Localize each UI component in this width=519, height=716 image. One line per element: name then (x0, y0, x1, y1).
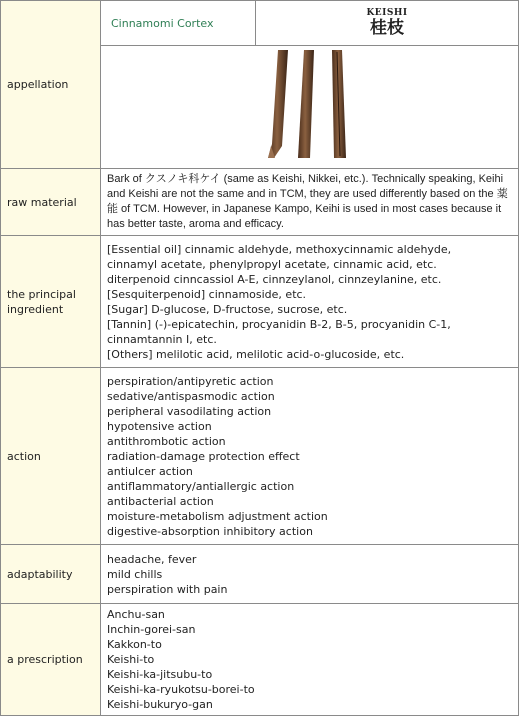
raw-material-label: raw material (7, 195, 77, 209)
action-item: sedative/antispasmodic action (107, 389, 275, 403)
action-item: digestive-absorption inhibitory action (107, 524, 313, 538)
adaptability-item: headache, fever (107, 552, 197, 566)
prescription-label-cell (1, 604, 101, 716)
raw-material-text: Bark of クスノキ科ケイ (same as Keishi, Nikkei, etc.). Technically speaking, Keihi and Keishi are not the same and in TCM, they are used differently based on the 薬能 of TCM. However, in Japanese Kampo, Keihi is used in most cases because it has better taste, aroma and efficacy. (107, 173, 508, 230)
adaptability-cell (101, 545, 519, 604)
prescription-cell (101, 604, 519, 716)
ingredient-label-cell (1, 236, 101, 368)
adaptability-item: perspiration with pain (107, 582, 228, 596)
ingredient-line: [Essential oil] cinnamic aldehyde, methoxycinnamic aldehyde, (107, 242, 452, 256)
action-item: hypotensive action (107, 419, 212, 433)
ingredient-cell (101, 236, 519, 368)
cinnamon-bark-image (260, 46, 360, 164)
action-item: peripheral vasodilating action (107, 404, 272, 418)
appellation-label: appellation (7, 78, 69, 91)
action-label: action (7, 449, 41, 463)
latin-name: Cinnamomi Cortex (111, 16, 214, 30)
japanese-name-cell (256, 1, 519, 46)
prescription-item: Keishi-bukuryo-gan (107, 698, 213, 711)
prescription-item: Inchin-gorei-san (107, 623, 196, 636)
prescription-label: a prescription (7, 653, 83, 666)
ingredient-line: [Others] melilotic acid, melilotic acid-o-glucoside, etc. (107, 347, 405, 361)
action-cell (101, 368, 519, 545)
action-label-cell (1, 368, 101, 545)
herb-photo-cell (101, 46, 519, 169)
action-item: perspiration/antipyretic action (107, 374, 274, 388)
ingredient-line: diterpenoid cinncassiol A-E, cinnzeylanol, cinnzeylanine, etc. (107, 272, 442, 286)
action-item: antithrombotic action (107, 434, 226, 448)
prescription-item: Kakkon-to (107, 638, 162, 651)
ingredient-line: [Sesquiterpenoid] cinnamoside, etc. (107, 287, 307, 301)
action-item: radiation-damage protection effect (107, 449, 300, 463)
raw-material-cell (101, 169, 519, 236)
action-item: antibacterial action (107, 494, 214, 508)
ingredient-line: [Tannin] (-)-epicatechin, procyanidin B-2, B-5, procyanidin C-1, (107, 317, 451, 331)
appellation-label-cell (1, 1, 101, 169)
ingredient-label-line: the principal (7, 287, 76, 301)
adaptability-label: adaptability (7, 567, 73, 581)
kanji-name: 桂枝 (370, 18, 404, 38)
action-item: antiulcer action (107, 464, 193, 478)
action-item: antiflammatory/antiallergic action (107, 479, 295, 493)
latin-name-cell (101, 1, 256, 46)
prescription-item: Keishi-to (107, 653, 155, 666)
ingredient-label-line: ingredient (7, 302, 64, 316)
prescription-item: Keishi-ka-jitsubu-to (107, 668, 213, 681)
prescription-item: Anchu-san (107, 608, 165, 621)
ingredient-line: [Sugar] D-glucose, D-fructose, sucrose, etc. (107, 302, 348, 316)
romaji-name: KEISHI (366, 8, 408, 18)
prescription-item: Keishi-ka-ryukotsu-borei-to (107, 683, 255, 696)
adaptability-label-cell (1, 545, 101, 604)
ingredient-line: cinnamtannin I, etc. (107, 332, 217, 346)
raw-material-label-cell (1, 169, 101, 236)
adaptability-item: mild chills (107, 567, 163, 581)
ingredient-line: cinnamyl acetate, phenylpropyl acetate, cinnamic acid, etc. (107, 257, 437, 271)
action-item: moisture-metabolism adjustment action (107, 509, 328, 523)
